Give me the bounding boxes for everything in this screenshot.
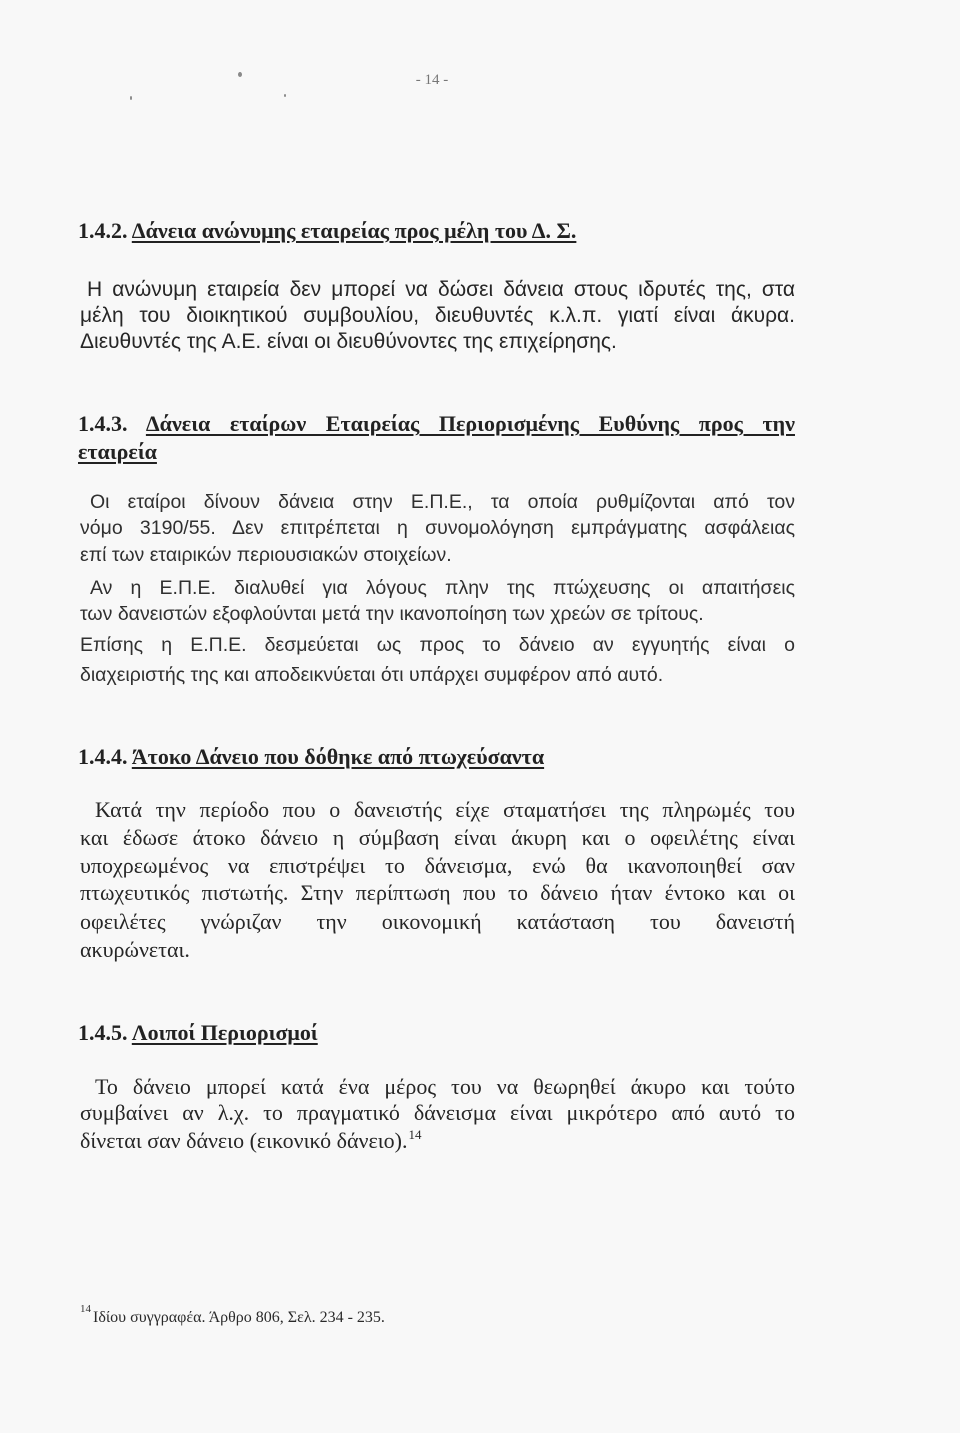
paragraph-line: διαχειριστής της και αποδεικνύεται ότι υπάρχει συμφέρον από αυτό. — [80, 664, 664, 686]
section-heading — [78, 217, 576, 245]
footnote-reference: 14 — [408, 1127, 422, 1142]
scan-speck — [238, 72, 242, 77]
paragraph-line: Η ανώνυμη εταιρεία δεν μπορεί να δώσει δάνεια στους ιδρυτές της, στα — [87, 278, 795, 301]
scan-speck — [284, 94, 286, 97]
paragraph-line: επί των εταιρικών περιουσιακών στοιχείων. — [80, 544, 452, 566]
section-number: 1.4.3. — [78, 411, 128, 436]
paragraph-line: Το δάνειο μπορεί κατά ένα μέρος του να θεωρηθεί άκυρο και τούτο — [95, 1074, 795, 1099]
paragraph-line: πτωχευτικός πιστωτής. Στην περίπτωση που το δάνειο ήταν έντοκο και οι — [80, 880, 795, 905]
section-title: Λοιποί Περιορισμοί — [131, 1020, 318, 1045]
footnote-marker: 14 — [80, 1303, 91, 1315]
paragraph-line: συμβαίνει αν λ.χ. το πραγματικό δάνεισμα είναι μικρότερο από αυτό το — [80, 1100, 795, 1125]
paragraph-line: των δανειστών εξοφλούνται μετά την ικανοποίηση των χρεών σε τρίτους. — [80, 603, 704, 625]
paragraph-line: Οι εταίροι δίνουν δάνεια στην Ε.Π.Ε., τα οποία ρυθμίζονται από τον — [90, 491, 795, 513]
paragraph-line: νόμο 3190/55. Δεν επιτρέπεται η συνομολόγηση εμπράγματης ασφάλειας — [80, 517, 795, 539]
footnote-text: Ιδίου συγγραφέα. Άρθρο 806, Σελ. 234 - 235. — [93, 1309, 385, 1326]
paragraph-line: Επίσης η Ε.Π.Ε. δεσμεύεται ως προς το δάνειο αν εγγυητής είναι ο — [80, 634, 795, 656]
paragraph-line: οφειλέτες γνώριζαν την οικονομική κατάσταση του δανειστή — [80, 909, 795, 934]
paragraph-line: και έδωσε άτοκο δάνειο η σύμβαση είναι άκυρη και ο οφειλέτης είναι — [80, 825, 795, 850]
section-title: Δάνεια ανώνυμης εταιρείας προς μέλη του Δ. Σ. — [131, 218, 577, 243]
section-heading — [78, 1019, 318, 1047]
page-number: - 14 - — [415, 72, 449, 88]
scan-speck — [130, 96, 132, 100]
section-title: Άτοκο Δάνειο που δόθηκε από πτωχεύσαντα — [131, 744, 545, 769]
paragraph-line: Αν η Ε.Π.Ε. διαλυθεί για λόγους πλην της πτώχευσης οι απαιτήσεις — [90, 577, 795, 599]
section-title: εταιρεία — [78, 439, 157, 464]
paragraph-line: δίνεται σαν δάνειο (εικονικό δάνειο). — [80, 1128, 408, 1153]
paragraph-line: υποχρεωμένος να επιστρέψει το δάνεισμα, ενώ θα ικανοποιηθεί σαν — [80, 853, 795, 878]
section-heading-continued — [78, 438, 157, 466]
paragraph-line: Διευθυντές της Α.Ε. είναι οι διευθύνοντες της επιχείρησης. — [80, 330, 617, 353]
section-number: 1.4.2. — [78, 218, 128, 243]
paragraph-line: μέλη του διοικητικού συμβουλίου, διευθυντές κ.λ.π. γιατί είναι άκυρα. — [80, 304, 795, 327]
section-heading — [78, 410, 795, 438]
paragraph-line: Κατά την περίοδο που ο δανειστής είχε σταματήσει της πληρωμές του — [95, 797, 795, 822]
section-title: Δάνεια εταίρων Εταιρείας Περιορισμένης Ευθύνης προς την — [145, 411, 795, 436]
paragraph-line-with-footnote — [80, 1127, 795, 1158]
section-number: 1.4.5. — [78, 1020, 128, 1045]
section-number: 1.4.4. — [78, 744, 128, 769]
paragraph-line: ακυρώνεται. — [80, 937, 190, 962]
section-heading — [78, 743, 544, 771]
